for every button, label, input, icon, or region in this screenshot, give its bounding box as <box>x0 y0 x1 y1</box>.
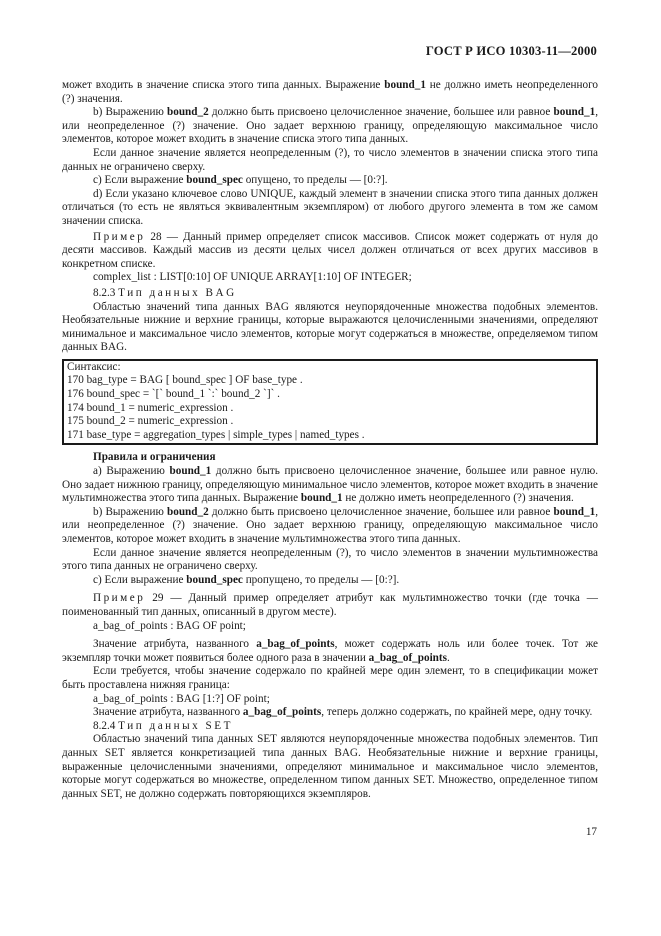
page-number: 17 <box>585 826 597 838</box>
paragraph: a_bag_of_points : BAG OF point; <box>93 619 246 632</box>
syntax-title: Синтаксис: <box>67 360 121 373</box>
paragraph: Пример 29 — Данный пример определяет атрибут как мультимножество точки (где точка — поименованный тип данных, описанный в другом месте). <box>62 592 598 618</box>
paragraph: Если данное значение является неопределенным (?), то число элементов в значении мультимножества этого типа данных не ограничено сверху. <box>62 546 598 573</box>
paragraph: Областью значений типа данных BAG являются неупорядоченные множества подобных элементов. Необязательные нижние и верхние границы, которые выражаются целочисленными значениями, определяют минимальное и максимальное число элементов, которые могут содержаться в множестве, определяемом типом данных BAG. <box>62 300 598 354</box>
paragraph: Областью значений типа данных SET являются неупорядоченные множества подобных элементов. Тип данных SET является конкретизацией типа данных BAG. Необязательные нижние и верхние границы, выраженные целочисленными значениями, определяют минимальное и максимальное число элементов, которые могут содержаться во множестве, определенном типом данных SET. Множество, определенное типом данных SET, не должно содержать повторяющихся экземпляров. <box>62 733 598 800</box>
paragraph: c) Если выражение bound_spec пропущено, то пределы — [0:?]. <box>93 573 400 586</box>
paragraph: 8.2.3 Тип данных BAG <box>93 286 237 299</box>
page-content <box>62 79 598 801</box>
paragraph: Правила и ограничения <box>93 451 216 464</box>
syntax-line: 170 bag_type = BAG [ bound_spec ] OF base_type . <box>67 374 303 387</box>
paragraph: c) Если выражение bound_spec опущено, то пределы — [0:?]. <box>93 174 388 187</box>
text-block-list-rules <box>62 79 598 355</box>
paragraph: a) Выражению bound_1 должно быть присвоено целочисленное значение, большее или равное нулю. Оно задает нижнюю границу, определяющую минимальное число элементов, которое может входить в значение мультимножества этого типа данных. Выражение bound_1 не должно иметь неопределенного (?) значения. <box>62 465 598 505</box>
page-header: ГОСТ Р ИСО 10303-11—2000 <box>425 44 597 58</box>
syntax-line: 176 bound_spec = `[` bound_1 `:` bound_2 `]` . <box>67 388 280 401</box>
paragraph: Значение атрибута, названного a_bag_of_points, может содержать ноль или более точек. Тот же экземпляр точки может появиться более одного раза в значении a_bag_of_points. <box>62 638 598 664</box>
syntax-box <box>62 359 598 446</box>
syntax-line: 175 bound_2 = numeric_expression . <box>67 415 234 428</box>
syntax-line: 171 base_type = aggregation_types | simple_types | named_types . <box>67 428 365 441</box>
paragraph: Если требуется, чтобы значение содержало по крайней мере один элемент, то в спецификации может быть проставлена нижняя граница: <box>62 665 598 691</box>
paragraph: a_bag_of_points : BAG [1:?] OF point; <box>93 692 270 705</box>
paragraph: b) Выражению bound_2 должно быть присвоено целочисленное значение, большее или равное bound_1, или неопределенное (?) значение. Оно задает верхнюю границу, определяющую максимальное число элементов, которое может входить в значение списка этого типа данных. <box>62 106 598 146</box>
paragraph: d) Если указано ключевое слово UNIQUE, каждый элемент в значении списка этого типа данных должен отличаться (то есть не являться эквивалентным экземпляром) от любого другого элемента в том же самом значении списка. <box>62 187 598 227</box>
syntax-line: 174 bound_1 = numeric_expression . <box>67 401 234 414</box>
text-block-bag-rules <box>62 451 598 801</box>
paragraph: complex_list : LIST[0:10] OF UNIQUE ARRAY[1:10] OF INTEGER; <box>93 271 412 284</box>
paragraph: Значение атрибута, названного a_bag_of_points, теперь должно содержать, по крайней мере, одну точку. <box>93 706 593 719</box>
paragraph: может входить в значение списка этого типа данных. Выражение bound_1 не должно иметь неопределенного (?) значения. <box>62 79 599 105</box>
paragraph: b) Выражению bound_2 должно быть присвоено целочисленное значение, большее или равное bound_1, или неопределенное (?) значение. Оно задает верхнюю границу, определяющую максимальное число элементов, которое может входить в значение мультимножества этого типа данных. <box>62 505 598 545</box>
paragraph: 8.2.4 Тип данных SET <box>93 719 233 732</box>
paragraph: Пример 28 — Данный пример определяет список массивов. Список может содержать от нуля до десяти массивов. Каждый массив из десяти целых чисел должен отличаться от всех других массивов в конкретном списке. <box>62 230 598 270</box>
paragraph: Если данное значение является неопределенным (?), то число элементов в значении списка этого типа данных не ограничено сверху. <box>62 146 598 173</box>
